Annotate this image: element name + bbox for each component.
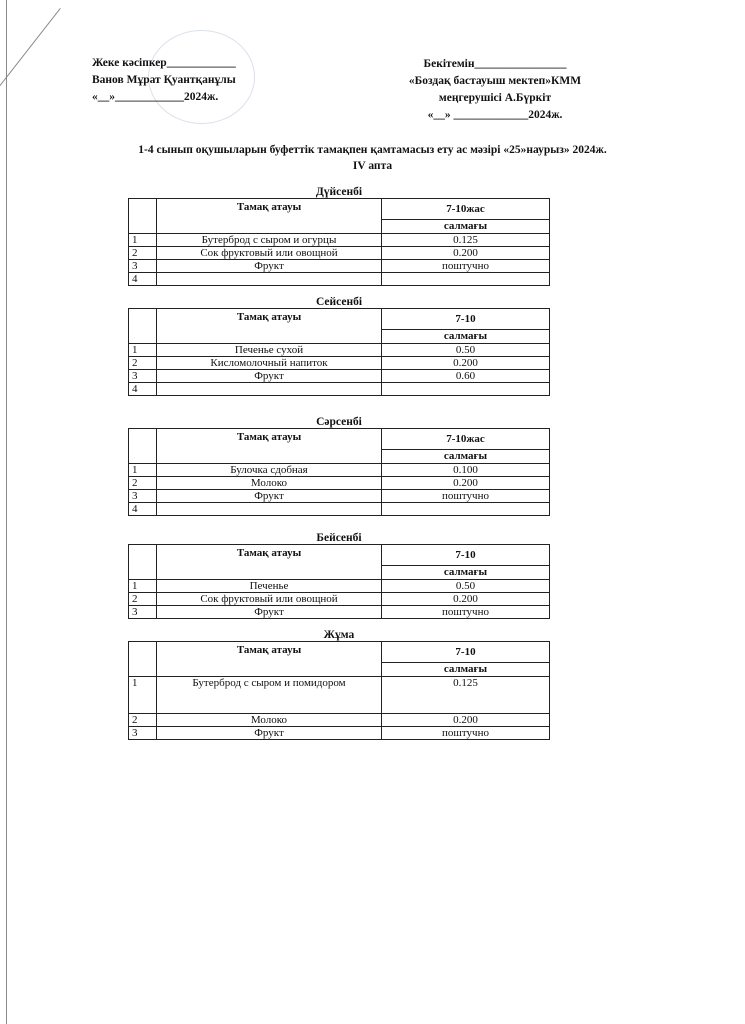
dish-name: Сок фруктовый или овощной: [157, 593, 382, 606]
row-number: 1: [129, 234, 157, 247]
dish-weight: поштучно: [382, 606, 550, 619]
entrepreneur-name: Ванов Мұрат Қуантқанұлы: [92, 74, 236, 86]
table-row: [129, 260, 550, 273]
row-number: 2: [129, 357, 157, 370]
row-number: 2: [129, 247, 157, 260]
number-header: [129, 545, 157, 580]
table-row: [129, 503, 550, 516]
dish-weight: 0.200: [382, 477, 550, 490]
table-row: [129, 714, 550, 727]
entrepreneur-line: Жеке кәсіпкер____________: [92, 57, 236, 69]
row-number: 1: [129, 344, 157, 357]
day-heading: Дүйсенбі: [315, 186, 363, 198]
weight-header: салмағы: [382, 219, 550, 233]
entrepreneur-block: [92, 55, 236, 106]
row-number: 4: [129, 383, 157, 396]
scan-edge-line: [6, 0, 7, 1024]
table-row: [129, 464, 550, 477]
week-label: IV апта: [352, 160, 393, 172]
age-group-header: 7-10жас: [382, 199, 550, 220]
menu-table: [128, 428, 550, 516]
approval-date: «__» _____________2024ж.: [427, 109, 563, 121]
row-number: 4: [129, 503, 157, 516]
dish-name: Печенье: [157, 580, 382, 593]
dish-name-header: Тамақ атауы: [157, 642, 382, 677]
dish-name-header: Тамақ атауы: [157, 429, 382, 464]
number-header: [129, 199, 157, 234]
weight-header: салмағы: [382, 329, 550, 343]
table-row: [129, 677, 550, 714]
table-row: [129, 370, 550, 383]
entrepreneur-date: «__»____________2024ж.: [92, 91, 219, 103]
dish-weight: [382, 273, 550, 286]
table-row: [129, 490, 550, 503]
age-group-header: 7-10: [382, 642, 550, 663]
age-group-header: 7-10: [382, 545, 550, 566]
dish-name: [157, 273, 382, 286]
dish-weight: поштучно: [382, 490, 550, 503]
table-row: [129, 383, 550, 396]
dish-weight: поштучно: [382, 260, 550, 273]
table-row: [129, 247, 550, 260]
dish-weight: 0.200: [382, 357, 550, 370]
number-header: [129, 429, 157, 464]
row-number: 3: [129, 370, 157, 383]
approval-block: [395, 56, 595, 124]
dish-name: Бутерброд с сыром и помидором: [157, 677, 382, 714]
dish-name: Кисломолочный напиток: [157, 357, 382, 370]
dish-name: Сок фруктовый или овощной: [157, 247, 382, 260]
scan-diagonal-line: [0, 8, 61, 95]
menu-table: [128, 641, 550, 740]
title-line: 1-4 сынып оқушыларын буфеттік тамақпен қамтамасыз ету ас мәзірі «25»наурыз» 2024ж.: [138, 144, 607, 156]
table-row: [129, 357, 550, 370]
dish-weight: 0.50: [382, 344, 550, 357]
document-title: [60, 142, 685, 174]
dish-name-header: Тамақ атауы: [157, 199, 382, 234]
dish-weight: 0.125: [382, 677, 550, 714]
table-row: [129, 234, 550, 247]
school-head: меңгерушісі А.Бүркіт: [438, 92, 552, 104]
age-group-header: 7-10жас: [382, 429, 550, 450]
dish-weight: 0.200: [382, 714, 550, 727]
day-heading: Бейсенбі: [316, 532, 362, 544]
dish-name: Молоко: [157, 714, 382, 727]
dish-name: [157, 503, 382, 516]
day-heading: Сейсенбі: [315, 296, 363, 308]
dish-weight: 0.50: [382, 580, 550, 593]
menu-table: [128, 308, 550, 396]
dish-weight: 0.200: [382, 593, 550, 606]
dish-name: Булочка сдобная: [157, 464, 382, 477]
dish-weight: 0.125: [382, 234, 550, 247]
row-number: 2: [129, 477, 157, 490]
row-number: 2: [129, 593, 157, 606]
menu-table: [128, 198, 550, 286]
row-number: 3: [129, 606, 157, 619]
dish-name: Бутерброд с сыром и огурцы: [157, 234, 382, 247]
dish-name: Печенье сухой: [157, 344, 382, 357]
dish-name: Фрукт: [157, 490, 382, 503]
table-row: [129, 580, 550, 593]
row-number: 1: [129, 580, 157, 593]
dish-name-header: Тамақ атауы: [157, 309, 382, 344]
dish-name: [157, 383, 382, 396]
age-group-header: 7-10: [382, 309, 550, 330]
dish-name: Фрукт: [157, 370, 382, 383]
day-heading: Жұма: [323, 629, 355, 641]
day-heading: Сәрсенбі: [316, 416, 362, 428]
dish-name: Фрукт: [157, 727, 382, 740]
table-row: [129, 477, 550, 490]
row-number: 3: [129, 490, 157, 503]
table-row: [129, 606, 550, 619]
table-row: [129, 593, 550, 606]
row-number: 3: [129, 260, 157, 273]
dish-name: Молоко: [157, 477, 382, 490]
weight-header: салмағы: [382, 565, 550, 579]
dish-weight: поштучно: [382, 727, 550, 740]
row-number: 4: [129, 273, 157, 286]
dish-weight: 0.200: [382, 247, 550, 260]
number-header: [129, 642, 157, 677]
dish-weight: 0.100: [382, 464, 550, 477]
number-header: [129, 309, 157, 344]
dish-weight: 0.60: [382, 370, 550, 383]
row-number: 1: [129, 677, 157, 714]
weight-header: салмағы: [382, 662, 550, 676]
school-name: «Боздақ бастауыш мектеп»КММ: [408, 75, 582, 87]
menu-table: [128, 544, 550, 619]
row-number: 1: [129, 464, 157, 477]
dish-name: Фрукт: [157, 260, 382, 273]
table-row: [129, 273, 550, 286]
approval-line: Бекітемін________________: [423, 58, 567, 70]
row-number: 2: [129, 714, 157, 727]
dish-weight: [382, 383, 550, 396]
weight-header: салмағы: [382, 449, 550, 463]
dish-weight: [382, 503, 550, 516]
dish-name: Фрукт: [157, 606, 382, 619]
dish-name-header: Тамақ атауы: [157, 545, 382, 580]
row-number: 3: [129, 727, 157, 740]
table-row: [129, 344, 550, 357]
table-row: [129, 727, 550, 740]
